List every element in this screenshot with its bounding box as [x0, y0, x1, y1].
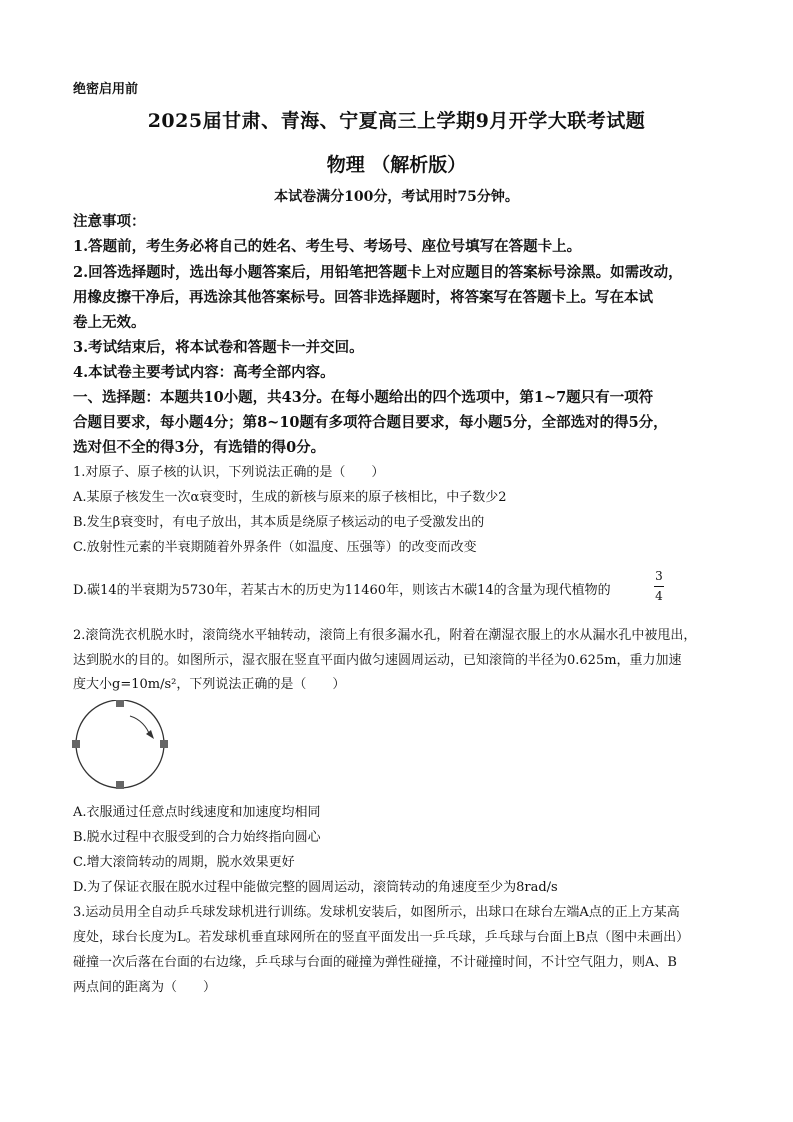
note-item-2-line-3: 卷上无效。: [73, 314, 146, 331]
question-2-line-1: 2.滚筒洗衣机脱水时，滚筒绕水平轴转动，滚筒上有很多漏水孔，附着在潮湿衣服上的水从漏水孔中被甩出，: [73, 628, 697, 643]
fraction-bar: [654, 586, 664, 587]
fraction-denominator: 4: [655, 589, 663, 603]
exam-meta: 本试卷满分100分，考试用时75分钟。: [274, 189, 519, 205]
confidential-label: 绝密启用前: [73, 82, 139, 97]
question-1-option-b: B.发生β衰变时，有电子放出，其本质是绕原子核运动的电子受激发出的: [73, 515, 485, 530]
clothes-top: [116, 700, 124, 707]
note-item-2-line-1: 2.回答选择题时，选出每小题答案后，用铅笔把答题卡上对应题目的答案标号涂黑。如需改动，: [73, 264, 683, 281]
question-2-line-2: 达到脱水的目的。如图所示，湿衣服在竖直平面内做匀速圆周运动，已知滚筒的半径为0.625m，重力加速: [73, 653, 682, 668]
question-2-option-a: A.衣服通过任意点时线速度和加速度均相同: [73, 805, 321, 820]
section-intro-line-2: 合题目要求，每小题4分；第8~10题有多项符合题目要求，每小题5分，全部选对的得5分，: [73, 414, 668, 431]
section-intro-line-3: 选对但不全的得3分，有选错的得0分。: [73, 439, 326, 456]
rotation-arrow-icon: [146, 730, 154, 739]
question-1-option-c: C.放射性元素的半衰期随着外界条件（如温度、压强等）的改变而改变: [73, 540, 477, 555]
question-3-line-4: 两点间的距离为（ ）: [73, 980, 217, 995]
question-2-line-3: 度大小g=10m/s²，下列说法正确的是（ ）: [73, 677, 346, 692]
clothes-left: [72, 740, 80, 748]
question-3-line-1: 3.运动员用全自动乒乓球发球机进行训练。发球机安装后，如图所示，出球口在球台左端A点的正上方某高: [73, 905, 680, 920]
note-item-3: 3.考试结束后，将本试卷和答题卡一并交回。: [73, 339, 364, 356]
rotation-arc: [130, 716, 150, 736]
question-2-option-c: C.增大滚筒转动的周期，脱水效果更好: [73, 855, 295, 870]
note-item-2-line-2: 用橡皮擦干净后，再选涂其他答案标号。回答非选择题时，将答案写在答题卡上。写在本试: [73, 289, 653, 306]
question-3-line-3: 碰撞一次后落在台面的右边缘，乒乓球与台面的碰撞为弹性碰撞，不计碰撞时间，不计空气阻力，则A、B: [73, 955, 677, 970]
clothes-bottom: [116, 781, 124, 789]
exam-title: 2025届甘肃、青海、宁夏高三上学期9月开学大联考试题: [147, 110, 646, 132]
fraction-numerator: 3: [655, 569, 663, 583]
clothes-right: [160, 740, 168, 748]
drum-circle: [76, 700, 164, 788]
question-1-option-d: D.碳14的半衰期为5730年，若某古木的历史为11460年，则该古木碳14的含量为现代植物的: [73, 583, 611, 598]
note-item-4: 4.本试卷主要考试内容：高考全部内容。: [73, 364, 335, 381]
notes-heading: 注意事项：: [73, 213, 146, 230]
section-intro-line-1: 一、选择题：本题共10小题，共43分。在每小题给出的四个选项中，第1~7题只有一项符: [73, 389, 654, 406]
question-1-stem: 1.对原子、原子核的认识，下列说法正确的是（ ）: [73, 465, 385, 480]
drum-diagram: [70, 700, 174, 796]
question-3-line-2: 度处，球台长度为L。若发球机垂直球网所在的竖直平面发出一乒乓球，乒乓球与台面上B点（图中未画出）: [73, 930, 690, 945]
question-2-option-b: B.脱水过程中衣服受到的合力始终指向圆心: [73, 830, 321, 845]
note-item-1: 1.答题前，考生务必将自己的姓名、考生号、考场号、座位号填写在答题卡上。: [73, 238, 582, 255]
question-1-option-a: A.某原子核发生一次α衰变时，生成的新核与原来的原子核相比，中子数少2: [73, 490, 507, 505]
question-2-option-d: D.为了保证衣服在脱水过程中能做完整的圆周运动，滚筒转动的角速度至少为8rad/s: [73, 880, 558, 895]
exam-subtitle: 物理 （解析版）: [326, 154, 467, 176]
